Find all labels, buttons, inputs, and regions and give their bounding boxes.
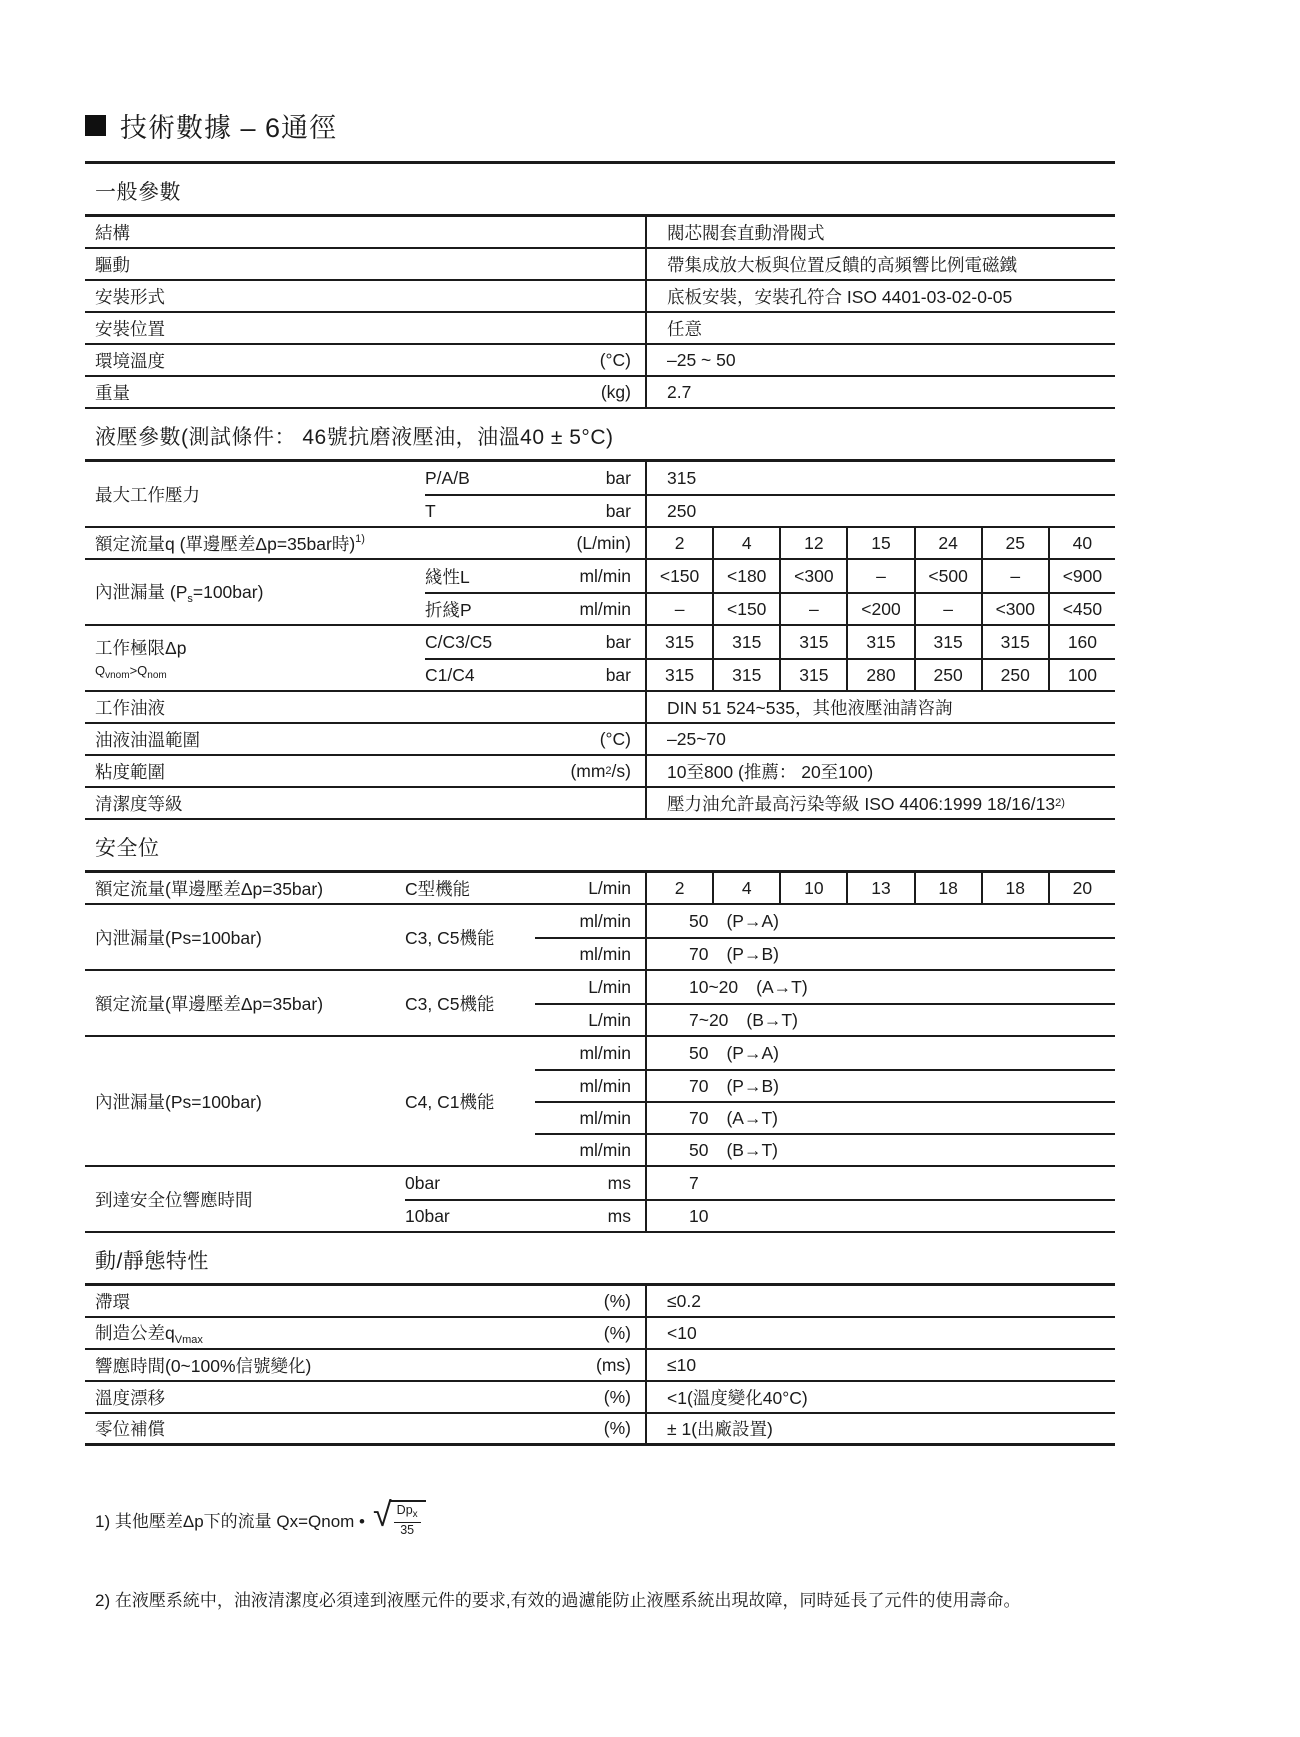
sub-row (425, 626, 1115, 658)
row-unit: L/min (588, 877, 631, 898)
table-cell: <300 (981, 594, 1048, 624)
safety-leak-c3c5-group (85, 905, 1115, 971)
table-cell: 18 (981, 873, 1048, 903)
table-cell: 315 (664, 631, 695, 652)
footnote-1-text: 1) 其他壓差Δp下的流量 Qx=Qnom • (95, 1511, 365, 1531)
sub-label: 綫性L (425, 566, 470, 587)
table-cell: 25 (981, 528, 1048, 558)
sub-label: 10bar (405, 1205, 450, 1226)
table-row (85, 1318, 1115, 1350)
row-value: 10至800 (推薦： 20至100) (645, 756, 1115, 786)
row-label: 滯環 (95, 1291, 130, 1312)
function-label: C3, C5機能 (405, 927, 495, 948)
table-cell: 24 (914, 528, 981, 558)
section-heading-dynamic: 動/靜態特性 (85, 1233, 1115, 1286)
sub-value: 7 (645, 1167, 1115, 1199)
table-cell: <450 (1048, 594, 1115, 624)
flow-path-note: (A→T) (726, 1107, 778, 1128)
sub-value: 50 (P→A) (645, 1037, 1115, 1069)
table-cell: 315 (846, 626, 913, 658)
table-row (85, 724, 1115, 756)
group-label: 最大工作壓力 (95, 484, 200, 505)
sub-unit: L/min (588, 976, 631, 997)
table-cell: – (846, 560, 913, 592)
row-unit: (°C) (599, 728, 631, 749)
sub-unit: ml/min (579, 598, 631, 619)
table-row (85, 692, 1115, 724)
table-cell: 20 (1048, 873, 1115, 903)
table-cell: 280 (846, 660, 913, 690)
sub-value: 7~20 (B→T) (645, 1005, 1115, 1035)
sub-row (535, 1003, 1115, 1035)
footnote-ref-1: 1) (355, 532, 365, 545)
row-label: 響應時間(0~100%信號變化) (95, 1355, 312, 1376)
table-row (85, 377, 1115, 409)
footnote-2: 2) 在液壓系統中，油液清潔度必須達到液壓元件的要求,有效的過濾能防止液壓系統出現故障，同時延長了元件的使用壽命。 (95, 1591, 1021, 1611)
row-unit: (%) (603, 1386, 631, 1407)
table-cell: 40 (1048, 528, 1115, 558)
sub-value: 10~20 (A→T) (645, 971, 1115, 1003)
sub-row (425, 560, 1115, 592)
row-value: 壓力油允許最高污染等級 ISO 4406:1999 18/16/13 2) (645, 788, 1115, 818)
table-cell: 315 (712, 660, 779, 690)
flow-path-note: (B→T) (726, 1139, 778, 1160)
group-label: 內泄漏量 $(P_s=100bar)$ (95, 582, 264, 605)
row-unit: (%) (603, 1418, 631, 1438)
table-cell: 18 (914, 873, 981, 903)
flow-path-note: (P→A) (726, 1042, 779, 1063)
row-value: 帶集成放大板與位置反饋的高頻響比例電磁鐵 (645, 249, 1115, 279)
internal-leakage-group (85, 560, 1115, 626)
row-value: ≤10 (645, 1350, 1115, 1380)
section-heading-hydraulic: 液壓參數(測試條件： 46號抗磨液壓油，油溫40 ± 5°C) (85, 409, 1115, 462)
table-cell: – (779, 594, 846, 624)
sub-label: P/A/B (425, 467, 470, 488)
row-label: 制造公差$q_{Vmax}$ (95, 1323, 203, 1346)
table-cell: <300 (779, 560, 846, 592)
table-cell: 315 (981, 626, 1048, 658)
table-row (85, 1350, 1115, 1382)
table-cell: <200 (846, 594, 913, 624)
row-label: 油液油溫範圍 (95, 729, 200, 750)
row-value: 底板安裝，安裝孔符合 ISO 4401-03-02-0-05 (645, 281, 1115, 311)
sub-label: T (425, 500, 436, 521)
row-value: <10 (645, 1318, 1115, 1348)
table-row (85, 217, 1115, 249)
table-row (85, 788, 1115, 820)
row-label: 安裝形式 (95, 286, 165, 307)
safety-leak-c4c1-group (85, 1037, 1115, 1167)
row-unit: (%) (603, 1322, 631, 1343)
flow-path-note: (P→A) (726, 910, 779, 931)
table-cell: 13 (846, 873, 913, 903)
row-value: 2.7 (645, 377, 1115, 407)
radical-sign: √ (373, 1496, 392, 1534)
sub-unit: ml/min (579, 1107, 631, 1128)
row-label: 額定流量(單邊壓差Δp=35bar) (95, 878, 324, 899)
sub-unit: bar (605, 664, 631, 685)
row-label: 重量 (95, 382, 130, 403)
row-label: 溫度漂移 (95, 1387, 165, 1408)
row-value: 任意 (645, 313, 1115, 343)
footnote-ref-2: 2) (1055, 797, 1065, 809)
group-label: 內泄漏量(Ps=100bar) (95, 927, 262, 948)
max-pressure-group (85, 462, 1115, 528)
sub-row (535, 1037, 1115, 1069)
table-row (85, 249, 1115, 281)
fraction-denominator: 35 (400, 1522, 415, 1537)
table-cell: <150 (659, 565, 700, 586)
row-unit: (ms) (596, 1354, 631, 1375)
sub-unit: bar (605, 500, 631, 521)
table-row (85, 313, 1115, 345)
sub-unit: bar (605, 467, 631, 488)
table-cell: 12 (779, 528, 846, 558)
sub-row (425, 494, 1115, 526)
datasheet-page (85, 0, 1115, 1611)
table-cell: – (914, 594, 981, 624)
safety-response-group (85, 1167, 1115, 1233)
safety-flow-c3c5-group (85, 971, 1115, 1037)
row-value: ± 1(出廠設置) (645, 1414, 1115, 1443)
table-cell: 2 (674, 532, 685, 553)
row-value: DIN 51 524~535，其他液壓油請咨詢 (645, 692, 1115, 722)
table-row (85, 281, 1115, 313)
footnote-1 (85, 1496, 1115, 1538)
row-label: 結構 (95, 222, 130, 243)
qvnom-condition: $Q_{vnom}>Q_{nom}$ (95, 663, 167, 681)
safety-flow-row (85, 873, 1115, 905)
sub-label: C/C3/C5 (425, 631, 493, 652)
sub-row (535, 1133, 1115, 1165)
sub-label: 0bar (405, 1172, 441, 1193)
table-cell: 250 (981, 660, 1048, 690)
table-cell: 315 (779, 660, 846, 690)
section-heading-safety: 安全位 (85, 820, 1115, 873)
table-cell: 4 (712, 873, 779, 903)
table-cell: 10 (779, 873, 846, 903)
table-cell: <500 (914, 560, 981, 592)
table-cell: 15 (846, 528, 913, 558)
rated-flow-row (85, 528, 1115, 560)
flow-path-note: (B→T) (746, 1009, 798, 1030)
sub-value: 250 (645, 496, 1115, 526)
row-label: 粘度範圍 (95, 761, 165, 782)
group-label: 額定流量(單邊壓差Δp=35bar) (95, 993, 324, 1014)
function-label: C3, C5機能 (405, 993, 495, 1014)
row-value: <1(溫度變化40°C) (645, 1382, 1115, 1412)
sub-unit: ml/min (579, 565, 631, 586)
table-cell: 160 (1048, 626, 1115, 658)
table-cell: 315 (664, 664, 695, 685)
table-row (85, 1414, 1115, 1446)
table-row (85, 345, 1115, 377)
page-title (85, 106, 1115, 145)
flow-path-note: (A→T) (756, 976, 808, 997)
sub-row (425, 462, 1115, 494)
square-bullet-icon (85, 115, 106, 136)
group-label: 工作極限Δp $Q_{vnom}>Q_{nom}$ (85, 635, 425, 681)
sub-row (535, 971, 1115, 1003)
table-cell: 315 (914, 626, 981, 658)
table-cell: 315 (779, 626, 846, 658)
table-cell: – (981, 560, 1048, 592)
table-cell: <180 (712, 560, 779, 592)
sub-label: C1/C4 (425, 664, 475, 685)
group-label: 到達安全位響應時間 (95, 1189, 253, 1210)
flow-path-note: (P→B) (726, 943, 779, 964)
row-value: –25 ~ 50 (645, 345, 1115, 375)
sub-row (425, 658, 1115, 690)
sub-value: 50 (P→A) (645, 905, 1115, 937)
function-label: C型機能 (405, 878, 471, 899)
row-unit: (mm 2 /s) (570, 760, 631, 781)
sub-value: 50 (B→T) (645, 1135, 1115, 1165)
row-label: 零位補償 (95, 1419, 165, 1439)
fraction-numerator: $Dp_x$ (394, 1503, 421, 1523)
sub-value: 10 (645, 1201, 1115, 1231)
page-title-text: 技術數據 – 6通徑 (120, 113, 338, 143)
sub-unit: ml/min (579, 943, 631, 964)
sub-value: 315 (645, 462, 1115, 494)
group-label: 內泄漏量(Ps=100bar) (95, 1091, 262, 1112)
section-heading-general: 一般參數 (85, 164, 1115, 217)
row-label: 清潔度等級 (95, 793, 183, 814)
row-unit: (kg) (600, 381, 631, 402)
table-cell: 2 (674, 877, 685, 898)
sub-unit: ml/min (579, 910, 631, 931)
row-value: 閥芯閥套直動滑閥式 (645, 217, 1115, 247)
table-cell: – (674, 598, 685, 619)
sub-unit: ms (607, 1205, 631, 1226)
sub-row (425, 592, 1115, 624)
row-label: 環境溫度 (95, 350, 165, 371)
table-cell: <150 (712, 594, 779, 624)
row-label: 驅動 (95, 254, 130, 275)
sub-value: 70 (P→B) (645, 939, 1115, 969)
table-cell: 4 (712, 528, 779, 558)
sub-row (535, 905, 1115, 937)
row-unit: (°C) (599, 349, 631, 370)
sub-row (535, 1069, 1115, 1101)
sub-value: 70 (A→T) (645, 1103, 1115, 1133)
function-label: C4, C1機能 (405, 1091, 495, 1112)
sub-unit: ml/min (579, 1075, 631, 1096)
sub-unit: ml/min (579, 1139, 631, 1160)
table-cell: 100 (1048, 660, 1115, 690)
row-value: ≤0.2 (645, 1286, 1115, 1316)
sub-unit: bar (605, 631, 631, 652)
sqrt-formula (373, 1496, 426, 1538)
sub-row (405, 1199, 1115, 1231)
sub-row (535, 1101, 1115, 1133)
flow-path-note: (P→B) (726, 1075, 779, 1096)
row-label: 額定流量q (單邊壓差Δp=35bar時)$^{1)}$ (95, 532, 365, 554)
row-value: –25~70 (645, 724, 1115, 754)
table-row (85, 1382, 1115, 1414)
sub-unit: L/min (588, 1009, 631, 1030)
table-row (85, 1286, 1115, 1318)
row-unit: (L/min) (576, 532, 631, 553)
row-label: 工作油液 (95, 697, 165, 718)
table-cell: <900 (1048, 560, 1115, 592)
row-unit: (%) (603, 1290, 631, 1311)
table-row (85, 756, 1115, 788)
sub-unit: ml/min (579, 1042, 631, 1063)
table-cell: 250 (914, 660, 981, 690)
sub-unit: ms (607, 1172, 631, 1193)
table-cell: 315 (712, 626, 779, 658)
sub-row (535, 937, 1115, 969)
sub-value: 70 (P→B) (645, 1071, 1115, 1101)
sub-row (405, 1167, 1115, 1199)
sub-label: 折綫P (425, 599, 472, 620)
row-label: 安裝位置 (95, 318, 165, 339)
working-limit-group (85, 626, 1115, 692)
